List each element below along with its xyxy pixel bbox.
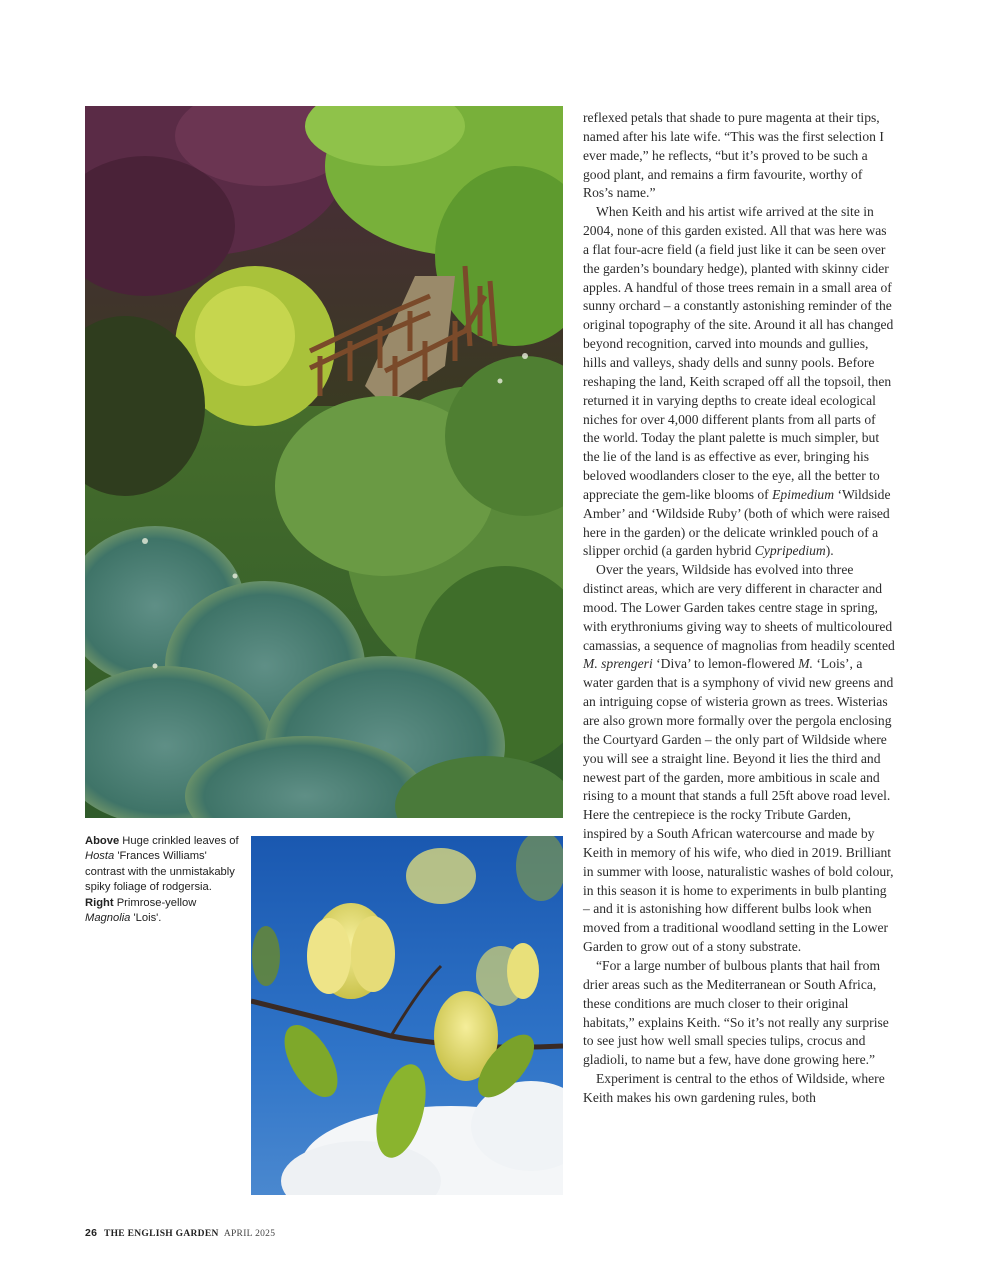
caption-above-text-end: 'Frances Williams' contrast with the unmistakably spiky foliage of rodgersia. [85,850,235,894]
p2-italic-1: Epimedium [772,486,835,502]
p3-text-a: Over the years, Wildside has evolved into three distinct areas, which are very different in character and mood. The Lower Garden takes centre stage in spring, with erythroniums giving way to sheets of multicoloured camassias, a sequence of magnolias from headily scented [583,562,895,653]
magazine-title: THE ENGLISH GARDEN [103,1229,219,1239]
p2-italic-2: Cypripedium [754,543,826,559]
p2-text-a: When Keith and his artist wife arrived at the site in 2004, none of this garden existed. All that was here was a flat four-acre field (a field just like it can be seen over the garden’s boundary hedge), planted with skinny cider apples. A handful of those trees remain in a small area of sunny orchard – a constantly astonishing reminder of the original topography of the site. Around it all has changed beyond recognition, carved into mounds and gullies, hills and valleys, shady dells and sunny pools. Before reshaping the land, Keith scraped off all the topsoil, then returned it in varying depths to create ideal ecological niches for over 4,000 different plants from all parts of the world. Today the plant palette is much simpler, but the lie of the land is as effective as ever, bringing his beloved woodlanders closer to the eye, all the better to appreciate the gem-like blooms of [583,204,894,502]
caption-right-text-end: 'Lois'. [130,912,162,925]
paragraph-4: “For a large number of bulbous plants that hail from drier areas such as the Mediterranean or South Africa, these conditions are much closer to their original habitats,” explains Keith. “So it’s not really any surprise to see just how well small species tulips, crocus and gladioli, to name but a few, have done growing here.” [583,957,889,1068]
paragraph-2 [583,203,895,561]
p3-italic-2: M. [798,656,813,672]
p3-text-c: ‘Lois’, a water garden that is a symphony of vivid new greens and an intriguing copse of wisteria grown as trees. Wisterias are also grown more formally over the pergola enclosing the Courtyard Garden – the only part of Wildside where you will see a straight line. Beyond it lies the third and newest part of the garden, more ambitious in scale and rising to a mount that stands a full 25ft above road level. Here the centrepiece is the rocky Tribute Garden, inspired by a South African watercourse and made by Keith in memory of his wife, who died in 2019. Brilliant in summer with loose, naturalistic washes of bold colour, in this season it is home to experiments in bulb planting – and it is astonishing how different bulbs look when moved from a traditional woodland setting in the Lower Garden to grow out of a stony substrate. [583,656,894,955]
p3-italic-1: M. sprengeri [583,656,653,672]
magnolia-photo [251,836,563,1195]
paragraph-5: Experiment is central to the ethos of Wildside, where Keith makes his own gardening rules, both [583,1071,885,1105]
paragraph-1: reflexed petals that shade to pure magenta at their tips, named after his late wife. “This was the first selection I ever made,” he reflects, “but it’s proved to be such a good plant, and remains a firm favourite, worthy of Ros’s name.” [583,110,884,201]
p2-text-c: ). [825,543,834,559]
issue-date: APRIL 2025 [223,1229,276,1239]
caption-above-text: Huge crinkled leaves of [119,835,239,847]
caption-right-text: Primrose-yellow [113,896,197,909]
caption-right-label: Right [85,896,114,909]
page-footer [85,1227,275,1239]
article-body [583,109,895,1108]
page-number: 26 [85,1227,98,1239]
p3-text-b: ‘Diva’ to lemon-flowered [652,656,799,672]
p2-text-b: ‘Wildside Amber’ and ‘Wildside Ruby’ (both of which were raised here in the garden) or the delicate wrinkled pouch of a slipper orchid (a garden hybrid [583,486,891,559]
paragraph-3 [583,561,895,957]
garden-photo [85,106,563,818]
caption-above-label: Above [85,835,120,847]
caption-above-italic: Hosta [85,850,115,863]
photo-caption [85,834,243,926]
caption-right-italic: Magnolia [85,912,131,925]
